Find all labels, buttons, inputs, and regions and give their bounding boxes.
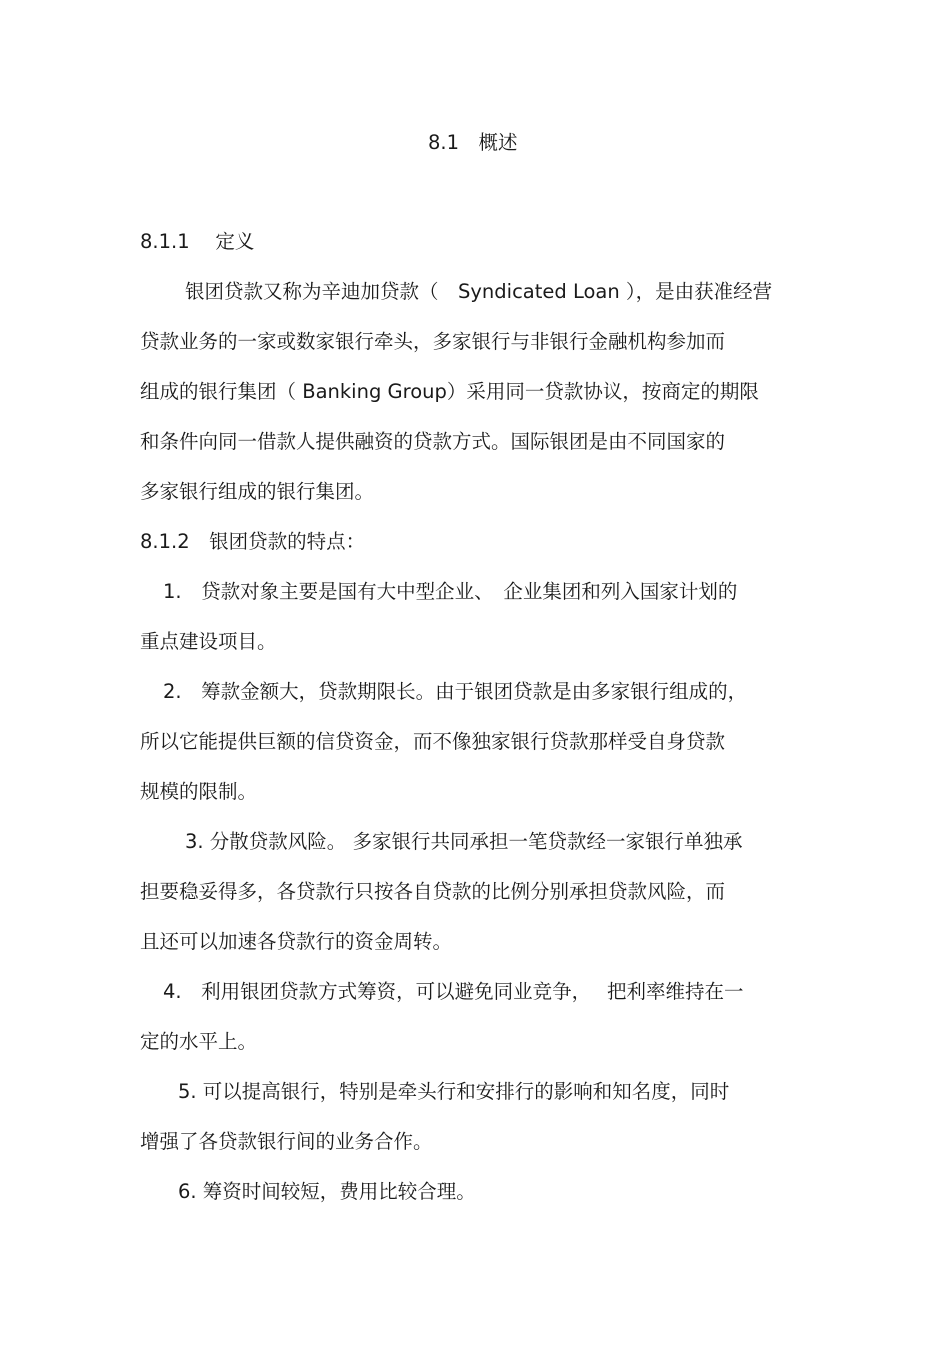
list-item-line: 规模的限制。 bbox=[140, 780, 258, 803]
list-item-line: 所以它能提供巨额的信贷资金，而不像独家银行贷款那样受自身贷款 bbox=[140, 730, 726, 753]
list-item-line: 2. 筹款金额大，贷款期限长。由于银团贷款是由多家银行组成的， bbox=[163, 680, 748, 703]
list-item-line: 且还可以加速各贷款行的资金周转。 bbox=[140, 930, 453, 953]
list-item-line: 5. 可以提高银行，特别是牵头行和安排行的影响和知名度，同时 bbox=[178, 1080, 730, 1103]
list-item-line: 4. 利用银团贷款方式筹资，可以避免同业竞争， 把利率维持在一 bbox=[163, 980, 744, 1003]
list-item-line: 担要稳妥得多，各贷款行只按各自贷款的比例分别承担贷款风险，而 bbox=[140, 880, 726, 903]
list-item-line: 增强了各贷款银行间的业务合作。 bbox=[140, 1130, 433, 1153]
section-title: 8.1 概述 bbox=[428, 131, 518, 154]
list-item-line: 重点建设项目。 bbox=[140, 630, 277, 653]
list-item-line: 1. 贷款对象主要是国有大中型企业、 企业集团和列入国家计划的 bbox=[163, 580, 738, 603]
list-item-line: 3. 分散贷款风险。 多家银行共同承担一笔贷款经一家银行单独承 bbox=[185, 830, 743, 853]
paragraph-line: 和条件向同一借款人提供融资的贷款方式。国际银团是由不同国家的 bbox=[140, 430, 726, 453]
paragraph-line: 多家银行组成的银行集团。 bbox=[140, 480, 375, 503]
list-item-line: 6. 筹资时间较短，费用比较合理。 bbox=[178, 1180, 476, 1203]
list-item-line: 定的水平上。 bbox=[140, 1030, 258, 1053]
subsection-heading-features: 8.1.2 银团贷款的特点： bbox=[140, 530, 366, 553]
paragraph-line: 贷款业务的一家或数家银行牵头，多家银行与非银行金融机构参加而 bbox=[140, 330, 726, 353]
paragraph-line: 银团贷款又称为辛迪加贷款（ Syndicated Loan ），是由获准经营 bbox=[185, 280, 773, 303]
subsection-heading-definition: 8.1.1 定义 bbox=[140, 230, 255, 253]
paragraph-line: 组成的银行集团（ Banking Group）采用同一贷款协议，按商定的期限 bbox=[140, 380, 759, 403]
